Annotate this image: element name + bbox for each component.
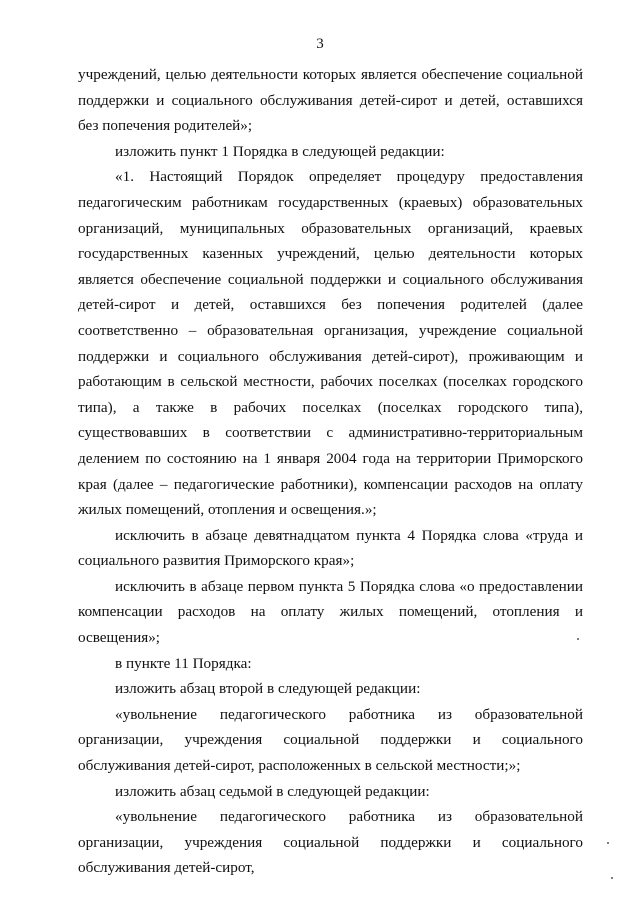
paragraph-instruction-point-1: изложить пункт 1 Порядка в следующей редакции: — [115, 142, 445, 160]
scan-speck — [611, 877, 613, 879]
paragraph-instruction-seventh: изложить абзац седьмой в следующей редакции: — [115, 782, 430, 800]
paragraph-point-1-text: «1. Настоящий Порядок определяет процедуру предоставления педагогическим работникам государственных (краевых) образовательных организаций, муниципальных образовательных организаций, краевых государственных казенных учреждений, целью деятельности которых является обеспечение социальной поддержки и социального обслуживания детей-сирот и детей, оставшихся без попечения родителей (далее соответственно – образовательная организация, учреждение социальной поддержки и социального обслуживания детей-сирот), проживающим и работающим в сельской местности, рабочих поселках (поселках городского типа), а также в рабочих поселках (поселках городского типа), существовавших в соответствии с административно-территориальным делением по состоянию на 1 января 2004 года на территории Приморского края (далее – педагогические работники), компенсации расходов на оплату жилых помещений, отопления и освещения.»; — [78, 168, 583, 519]
paragraph-exclude-point-4: исключить в абзаце девятнадцатом пункта 4 Порядка слова «труда и социального развития Приморского края»; — [78, 526, 583, 570]
document-body — [78, 62, 583, 881]
page-number: 3 — [316, 36, 324, 52]
paragraph-exclude-point-5: исключить в абзаце первом пункта 5 Порядка слова «о предоставлении компенсации расходов на оплату жилых помещений, отопления и освещения»; — [78, 577, 583, 647]
paragraph-second-text: «увольнение педагогического работника из образовательной организации, учреждения социальной поддержки и социального обслуживания детей-сирот, расположенных в сельской местности;»; — [78, 705, 583, 775]
scan-speck — [607, 842, 609, 844]
paragraph-instruction-second: изложить абзац второй в следующей редакции: — [115, 680, 421, 698]
paragraph-point-11-heading: в пункте 11 Порядка: — [115, 654, 252, 672]
scan-speck — [577, 638, 579, 640]
paragraph-seventh-text: «увольнение педагогического работника из образовательной организации, учреждения социальной поддержки и социального обслуживания детей-сирот, — [78, 808, 583, 877]
paragraph-continuation: учреждений, целью деятельности которых является обеспечение социальной поддержки и социального обслуживания детей-сирот и детей, оставшихся без попечения родителей»; — [78, 66, 583, 135]
